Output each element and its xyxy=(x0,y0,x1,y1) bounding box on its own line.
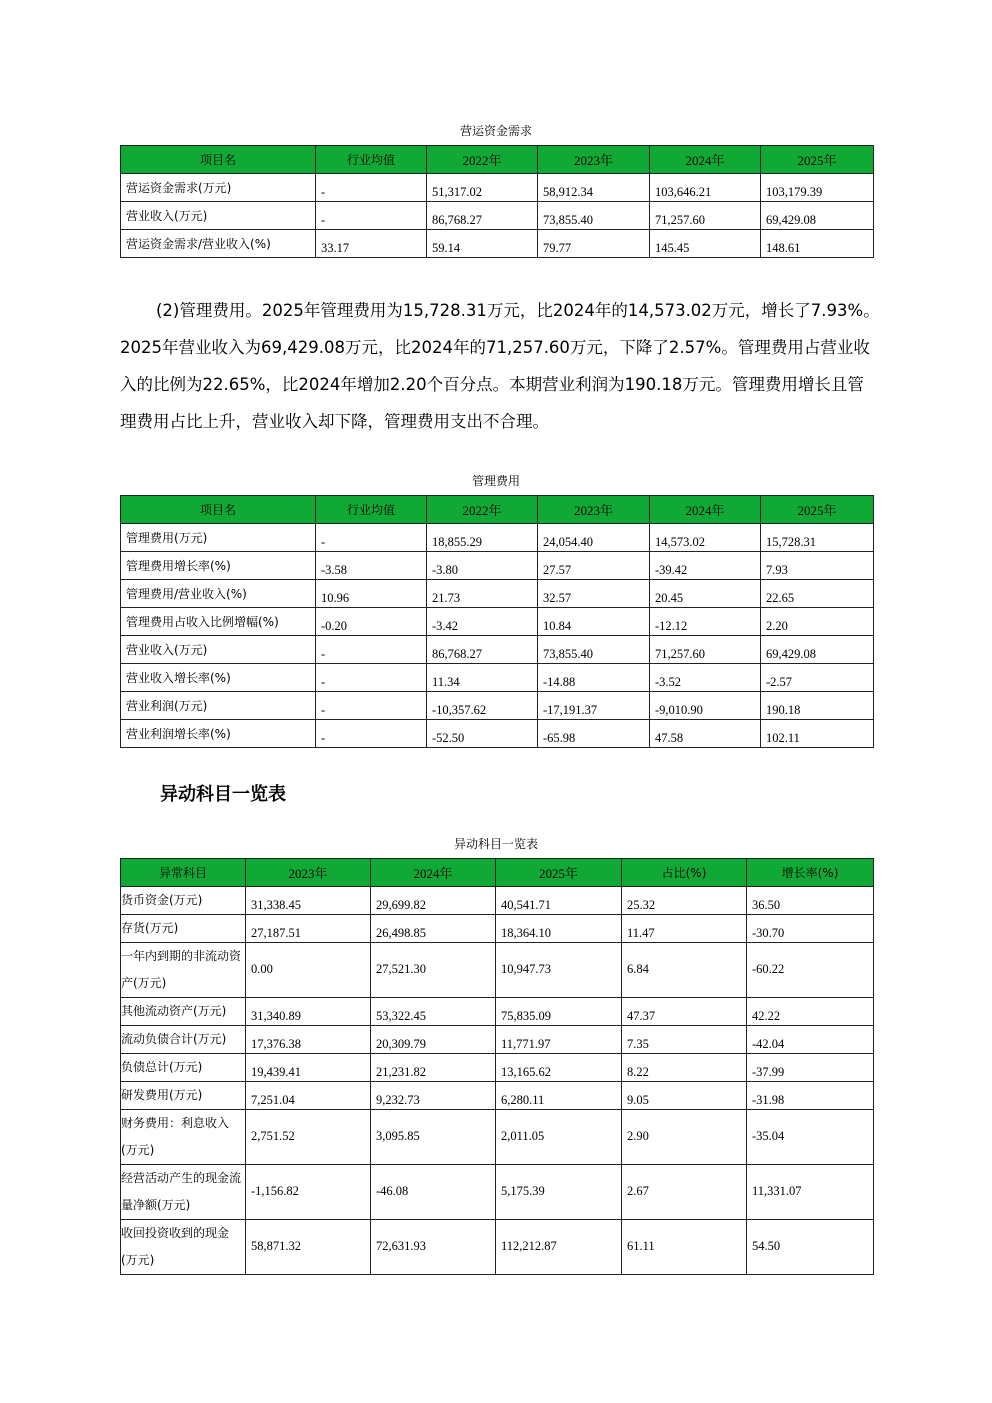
cell-value: 18,855.29 xyxy=(427,524,538,552)
cell-value: -30.70 xyxy=(747,915,874,943)
cell-value: 10.84 xyxy=(538,608,650,636)
cell-value: -3.42 xyxy=(427,608,538,636)
row-label: 营业收入增长率(%) xyxy=(121,664,316,692)
cell-value: 8.22 xyxy=(622,1054,747,1082)
cell-value: 58,912.34 xyxy=(538,174,650,202)
table-row xyxy=(121,202,874,230)
cell-value: 40,541.71 xyxy=(496,887,622,915)
table-row xyxy=(121,1026,874,1054)
cell-value: -39.42 xyxy=(650,552,761,580)
row-label: 营业利润增长率(%) xyxy=(121,720,316,748)
cell-value: 11,771.97 xyxy=(496,1026,622,1054)
cell-value: 86,768.27 xyxy=(427,636,538,664)
table-row xyxy=(121,1220,874,1275)
table2-caption: 管理费用 xyxy=(471,474,520,488)
cell-value: -52.50 xyxy=(427,720,538,748)
cell-value: 148.61 xyxy=(761,230,874,258)
cell-value: 27,521.30 xyxy=(371,943,496,998)
row-label: 经营活动产生的现金流量净额(万元) xyxy=(121,1165,246,1220)
cell-value: 24,054.40 xyxy=(538,524,650,552)
cell-value: -42.04 xyxy=(747,1026,874,1054)
cell-value: 7,251.04 xyxy=(246,1082,371,1110)
row-label: 财务费用：利息收入(万元) xyxy=(121,1110,246,1165)
table-row xyxy=(121,1165,874,1220)
row-label: 货币资金(万元) xyxy=(121,887,246,915)
cell-value: 11,331.07 xyxy=(747,1165,874,1220)
cell-value: 7.93 xyxy=(761,552,874,580)
column-header: 2024年 xyxy=(371,859,496,887)
table-header-row xyxy=(121,859,874,887)
cell-value: -3.52 xyxy=(650,664,761,692)
cell-value: 13,165.62 xyxy=(496,1054,622,1082)
cell-value: 32.57 xyxy=(538,580,650,608)
table-row xyxy=(121,998,874,1026)
cell-value: 102.11 xyxy=(761,720,874,748)
table-row xyxy=(121,230,874,258)
cell-value: - xyxy=(316,636,427,664)
row-label: 收回投资收到的现金(万元) xyxy=(121,1220,246,1275)
table-row xyxy=(121,524,874,552)
row-label: 营业收入(万元) xyxy=(121,202,316,230)
cell-value: 51,317.02 xyxy=(427,174,538,202)
cell-value: 6.84 xyxy=(622,943,747,998)
cell-value: 103,179.39 xyxy=(761,174,874,202)
row-label: 其他流动资产(万元) xyxy=(121,998,246,1026)
column-header: 2025年 xyxy=(496,859,622,887)
analysis-paragraph: (2)管理费用。2025年管理费用为15,728.31万元，比2024年的14,573.02万元，增长了7.93%。2025年营业收入为69,429.08万元，比2024年的71,257.60万元，下降了2.57%。管理费用占营业收入的比例为22.65%，比2024年增加2.20个百分点。本期营业利润为190.18万元。管理费用增长且管理费用占比上升，营业收入却下降，管理费用支出不合理。 xyxy=(120,301,880,431)
cell-value: 2.90 xyxy=(622,1110,747,1165)
cell-value: 61.11 xyxy=(622,1220,747,1275)
cell-value: 73,855.40 xyxy=(538,202,650,230)
cell-value: -60.22 xyxy=(747,943,874,998)
table-row xyxy=(121,636,874,664)
table-row xyxy=(121,608,874,636)
table-row xyxy=(121,943,874,998)
column-header: 2022年 xyxy=(427,496,538,524)
column-header: 2024年 xyxy=(650,146,761,174)
cell-value: 69,429.08 xyxy=(761,636,874,664)
cell-value: -65.98 xyxy=(538,720,650,748)
cell-value: 79.77 xyxy=(538,230,650,258)
cell-value: 71,257.60 xyxy=(650,636,761,664)
row-label: 管理费用占收入比例增幅(%) xyxy=(121,608,316,636)
cell-value: 27.57 xyxy=(538,552,650,580)
cell-value: 10.96 xyxy=(316,580,427,608)
row-label: 一年内到期的非流动资产(万元) xyxy=(121,943,246,998)
table-row xyxy=(121,915,874,943)
row-label: 管理费用增长率(%) xyxy=(121,552,316,580)
cell-value: 9,232.73 xyxy=(371,1082,496,1110)
management-expense-table xyxy=(120,495,874,748)
cell-value: 21,231.82 xyxy=(371,1054,496,1082)
table-row xyxy=(121,552,874,580)
table-row xyxy=(121,174,874,202)
table3-caption: 异动科目一览表 xyxy=(453,837,538,851)
cell-value: 15,728.31 xyxy=(761,524,874,552)
working-capital-table xyxy=(120,145,874,258)
cell-value: 36.50 xyxy=(747,887,874,915)
section-heading: 异动科目一览表 xyxy=(160,784,286,805)
cell-value: 9.05 xyxy=(622,1082,747,1110)
cell-value: 33.17 xyxy=(316,230,427,258)
table-row xyxy=(121,1110,874,1165)
cell-value: 2,011.05 xyxy=(496,1110,622,1165)
cell-value: 26,498.85 xyxy=(371,915,496,943)
cell-value: 59.14 xyxy=(427,230,538,258)
row-label: 营运资金需求/营业收入(%) xyxy=(121,230,316,258)
column-header: 2024年 xyxy=(650,496,761,524)
cell-value: 75,835.09 xyxy=(496,998,622,1026)
row-label: 营业利润(万元) xyxy=(121,692,316,720)
cell-value: -12.12 xyxy=(650,608,761,636)
cell-value: - xyxy=(316,692,427,720)
cell-value: 20.45 xyxy=(650,580,761,608)
table-header-row xyxy=(121,496,874,524)
row-label: 管理费用(万元) xyxy=(121,524,316,552)
column-header: 2025年 xyxy=(761,146,874,174)
cell-value: - xyxy=(316,524,427,552)
table1-caption: 营运资金需求 xyxy=(459,124,532,138)
cell-value: -3.58 xyxy=(316,552,427,580)
column-header: 增长率(%) xyxy=(747,859,874,887)
cell-value: 54.50 xyxy=(747,1220,874,1275)
cell-value: -0.20 xyxy=(316,608,427,636)
cell-value: 73,855.40 xyxy=(538,636,650,664)
cell-value: - xyxy=(316,720,427,748)
cell-value: - xyxy=(316,202,427,230)
cell-value: 47.58 xyxy=(650,720,761,748)
cell-value: 22.65 xyxy=(761,580,874,608)
cell-value: -46.08 xyxy=(371,1165,496,1220)
column-header: 2023年 xyxy=(538,146,650,174)
cell-value: -31.98 xyxy=(747,1082,874,1110)
cell-value: 2,751.52 xyxy=(246,1110,371,1165)
column-header: 行业均值 xyxy=(316,496,427,524)
column-header: 占比(%) xyxy=(622,859,747,887)
row-label: 存货(万元) xyxy=(121,915,246,943)
column-header: 行业均值 xyxy=(316,146,427,174)
table-row xyxy=(121,1082,874,1110)
cell-value: 6,280.11 xyxy=(496,1082,622,1110)
column-header: 2023年 xyxy=(246,859,371,887)
cell-value: -1,156.82 xyxy=(246,1165,371,1220)
cell-value: 42.22 xyxy=(747,998,874,1026)
row-label: 流动负债合计(万元) xyxy=(121,1026,246,1054)
cell-value: 112,212.87 xyxy=(496,1220,622,1275)
cell-value: 17,376.38 xyxy=(246,1026,371,1054)
column-header: 项目名 xyxy=(121,146,316,174)
cell-value: 72,631.93 xyxy=(371,1220,496,1275)
column-header: 2022年 xyxy=(427,146,538,174)
cell-value: -14.88 xyxy=(538,664,650,692)
cell-value: -37.99 xyxy=(747,1054,874,1082)
cell-value: 18,364.10 xyxy=(496,915,622,943)
cell-value: - xyxy=(316,664,427,692)
cell-value: 3,095.85 xyxy=(371,1110,496,1165)
cell-value: - xyxy=(316,174,427,202)
column-header: 2023年 xyxy=(538,496,650,524)
cell-value: 86,768.27 xyxy=(427,202,538,230)
column-header: 项目名 xyxy=(121,496,316,524)
row-label: 营业收入(万元) xyxy=(121,636,316,664)
cell-value: -3.80 xyxy=(427,552,538,580)
cell-value: 145.45 xyxy=(650,230,761,258)
table-row xyxy=(121,664,874,692)
cell-value: 31,338.45 xyxy=(246,887,371,915)
row-label: 负债总计(万元) xyxy=(121,1054,246,1082)
cell-value: -35.04 xyxy=(747,1110,874,1165)
cell-value: 190.18 xyxy=(761,692,874,720)
row-label: 管理费用/营业收入(%) xyxy=(121,580,316,608)
cell-value: 5,175.39 xyxy=(496,1165,622,1220)
cell-value: -10,357.62 xyxy=(427,692,538,720)
column-header: 2025年 xyxy=(761,496,874,524)
cell-value: 21.73 xyxy=(427,580,538,608)
abnormal-items-table xyxy=(120,858,874,1275)
cell-value: 2.67 xyxy=(622,1165,747,1220)
column-header: 异常科目 xyxy=(121,859,246,887)
cell-value: 7.35 xyxy=(622,1026,747,1054)
cell-value: 19,439.41 xyxy=(246,1054,371,1082)
table-row xyxy=(121,1054,874,1082)
cell-value: 31,340.89 xyxy=(246,998,371,1026)
cell-value: 103,646.21 xyxy=(650,174,761,202)
cell-value: -2.57 xyxy=(761,664,874,692)
row-label: 营运资金需求(万元) xyxy=(121,174,316,202)
cell-value: 58,871.32 xyxy=(246,1220,371,1275)
table-row xyxy=(121,580,874,608)
cell-value: 10,947.73 xyxy=(496,943,622,998)
cell-value: 29,699.82 xyxy=(371,887,496,915)
cell-value: 69,429.08 xyxy=(761,202,874,230)
cell-value: 71,257.60 xyxy=(650,202,761,230)
cell-value: 14,573.02 xyxy=(650,524,761,552)
table-row xyxy=(121,887,874,915)
cell-value: -17,191.37 xyxy=(538,692,650,720)
cell-value: 47.37 xyxy=(622,998,747,1026)
row-label: 研发费用(万元) xyxy=(121,1082,246,1110)
cell-value: 53,322.45 xyxy=(371,998,496,1026)
cell-value: 0.00 xyxy=(246,943,371,998)
cell-value: -9,010.90 xyxy=(650,692,761,720)
cell-value: 11.47 xyxy=(622,915,747,943)
cell-value: 11.34 xyxy=(427,664,538,692)
cell-value: 27,187.51 xyxy=(246,915,371,943)
table-row xyxy=(121,720,874,748)
cell-value: 2.20 xyxy=(761,608,874,636)
table-header-row xyxy=(121,146,874,174)
cell-value: 25.32 xyxy=(622,887,747,915)
cell-value: 20,309.79 xyxy=(371,1026,496,1054)
table-row xyxy=(121,692,874,720)
